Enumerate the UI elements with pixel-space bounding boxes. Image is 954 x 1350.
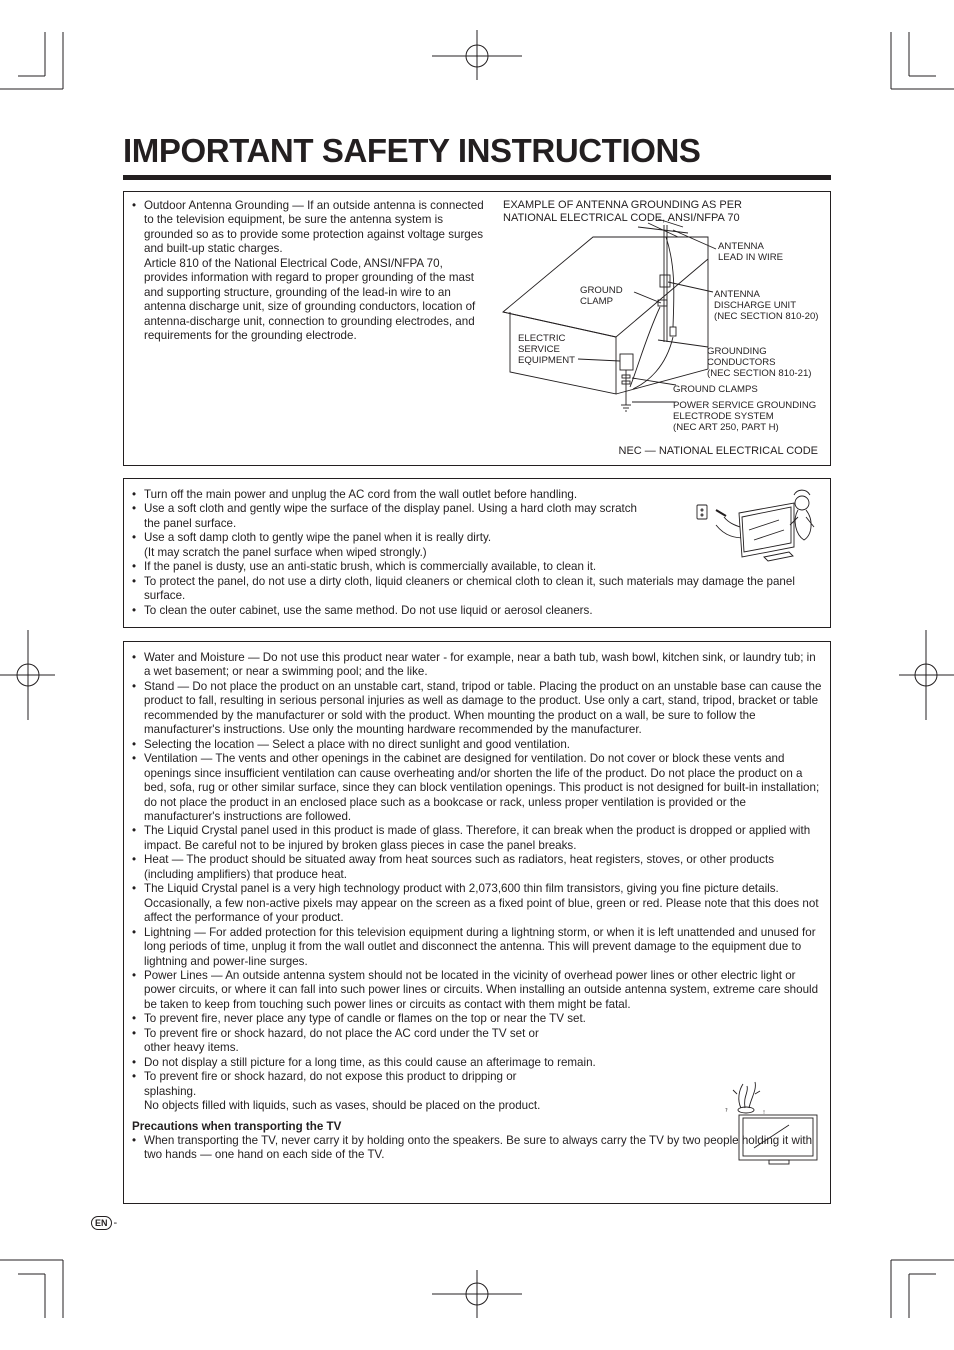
- antenna-grounding-section: [123, 191, 831, 466]
- transport-heading: Precautions when transporting the TV: [132, 1119, 342, 1133]
- list-item: • To clean the outer cabinet, use the same method. Do not use liquid or aerosol cleaners.: [132, 604, 822, 618]
- antenna-grounding-text: [132, 199, 488, 344]
- list-item: • To protect the panel, do not use a dirty cloth, liquid cleaners or chemical cloth to clean it, such materials may damage the panel surface.: [132, 575, 822, 604]
- list-item: • Heat — The product should be situated away from heat sources such as radiators, heat registers, stoves, or other products (including amplifiers) that produce heat.: [132, 853, 824, 882]
- svg-text:?: ?: [725, 1108, 728, 1114]
- list-item: • Selecting the location — Select a place with no direct sunlight and good ventilation.: [132, 738, 824, 752]
- language-badge: EN: [91, 1216, 112, 1230]
- list-item: • Lightning — For added protection for this television equipment during a lightning storm, or when it is left unattended and unused for long periods of time, unplug it from the wall outlet and disconnect the antenna. This will prevent damage to the equipment due to lightning and power-line surges.: [132, 926, 824, 969]
- label-antenna-lead: ANTENNA LEAD IN WIRE: [718, 241, 784, 263]
- general-safety-section: [123, 641, 831, 1204]
- antenna-paragraph-1: • Outdoor Antenna Grounding — If an outside antenna is connected to the television equipment, be sure the antenna system is grounded so as to provide some protection against voltage surges and built-up static charges.: [144, 199, 484, 256]
- page-suffix: -: [113, 1217, 118, 1229]
- list-item: • If the panel is dusty, use an anti-static brush, which is commercially available, to clean it.: [132, 560, 822, 574]
- tv-candle-illustration: [719, 1080, 819, 1165]
- list-item: • To prevent fire or shock hazard, do not place the AC cord under the TV set or other heavy items.: [132, 1027, 824, 1056]
- list-item: • Turn off the main power and unplug the AC cord from the wall outlet before handling.: [132, 488, 822, 502]
- list-item: • Use a soft cloth and gently wipe the surface of the display panel. Using a hard cloth may scratch the panel surface.: [132, 502, 822, 531]
- list-item: • Stand — Do not place the product on an unstable cart, stand, tripod or table. Placing the product on an unstable base can cause the product to fall, resulting in serious personal injuries as well as damage to the product. Use only a cart, stand, tripod, bracket or table recommended by the manufacturer or sold with the product. When mounting the product on a wall, be sure to follow the manufacturer's instructions. Use only the mounting hardware recommended by the manufacturer.: [132, 680, 824, 738]
- label-electric-service: ELECTRIC SERVICE EQUIPMENT: [518, 333, 576, 366]
- list-item: • The Liquid Crystal panel used in this product is made of glass. Therefore, it can break when the product is dropped or applied with impact. Be careful not to be injured by broken glass pieces in case the panel breaks.: [132, 824, 824, 853]
- antenna-grounding-diagram: [498, 197, 828, 465]
- list-item: • Power Lines — An outside antenna system should not be located in the vicinity of overhead power lines or other electric light or power circuits, or where it can fall into such power lines or circuits. When installing an outside antenna system, extreme care should be taken to keep from touching such power lines or circuits as contact with them might be fatal.: [132, 969, 824, 1012]
- list-item: • Ventilation — The vents and other openings in the cabinet are designed for ventilation. Do not cover or block these vents and openings since insufficient ventilation can cause overheating and/or shorten the life of the product. Do not place the product on a bed, sofa, rug or other similar surface, since they can block ventilation openings. This product is not designed for built-in installation; do not place the product in an enclosed place such as a bookcase or rack, unless proper ventilation is provided or the manufacturer's instructions are followed.: [132, 752, 824, 824]
- list-item: • Do not display a still picture for a long time, as this could cause an afterimage to remain.: [132, 1056, 824, 1070]
- label-ground-clamp: GROUND CLAMP: [580, 285, 623, 307]
- antenna-paragraph-2: Article 810 of the National Electrical Code, ANSI/NFPA 70, provides information with regard to proper grounding of the mast and supporting structure, grounding of the lead-in wire to an antenna discharge unit, size of grounding conductors, location of antenna-discharge unit, connection to grounding electrodes, and requirements for the grounding electrode.: [144, 256, 476, 343]
- title-rule: [123, 175, 831, 180]
- label-power-service: POWER SERVICE GROUNDING ELECTRODE SYSTEM (NEC ART 250, PART H): [673, 400, 817, 433]
- page-title: IMPORTANT SAFETY INSTRUCTIONS: [123, 132, 701, 169]
- nec-footnote: NEC — NATIONAL ELECTRICAL CODE: [618, 445, 818, 457]
- list-item: • To prevent fire, never place any type of candle or flames on the top or near the TV set.: [132, 1012, 824, 1026]
- diagram-caption: EXAMPLE OF ANTENNA GROUNDING AS PER NATIONAL ELECTRICAL CODE, ANSI/NFPA 70: [503, 199, 742, 224]
- label-ground-clamps: GROUND CLAMPS: [673, 384, 758, 395]
- list-item: • Use a soft damp cloth to gently wipe the panel when it is really dirty. (It may scratch the panel surface when wiped strongly.): [132, 531, 822, 560]
- cleaning-illustration: [694, 485, 824, 565]
- page-number: [91, 1216, 117, 1230]
- list-item: • The Liquid Crystal panel is a very high technology product with 2,073,600 thin film transistors, giving you fine picture details. Occasionally, a few non-active pixels may appear on the screen as a fixed point of blue, green or red. Please note that this does not affect the performance of your product.: [132, 882, 824, 925]
- svg-text:!: !: [763, 1110, 766, 1116]
- label-antenna-discharge: ANTENNA DISCHARGE UNIT (NEC SECTION 810-20): [714, 289, 819, 322]
- list-item: [132, 199, 488, 344]
- list-item: • When transporting the TV, never carry it by holding onto the speakers. Be sure to always carry the TV by two people holding it with two hands — one hand on each side of the TV.: [132, 1134, 824, 1163]
- list-item: • Water and Moisture — Do not use this product near water - for example, near a bath tub, wash bowl, kitchen sink, or laundry tub; in a wet basement; or near a swimming pool; and the like.: [132, 651, 824, 680]
- label-grounding-conductors: GROUNDING CONDUCTORS (NEC SECTION 810-21): [707, 346, 812, 379]
- cleaning-section: [123, 478, 831, 628]
- list-item: • To prevent fire or shock hazard, do not expose this product to dripping or splashing. No objects filled with liquids, such as vases, should be placed on the product.: [132, 1070, 824, 1113]
